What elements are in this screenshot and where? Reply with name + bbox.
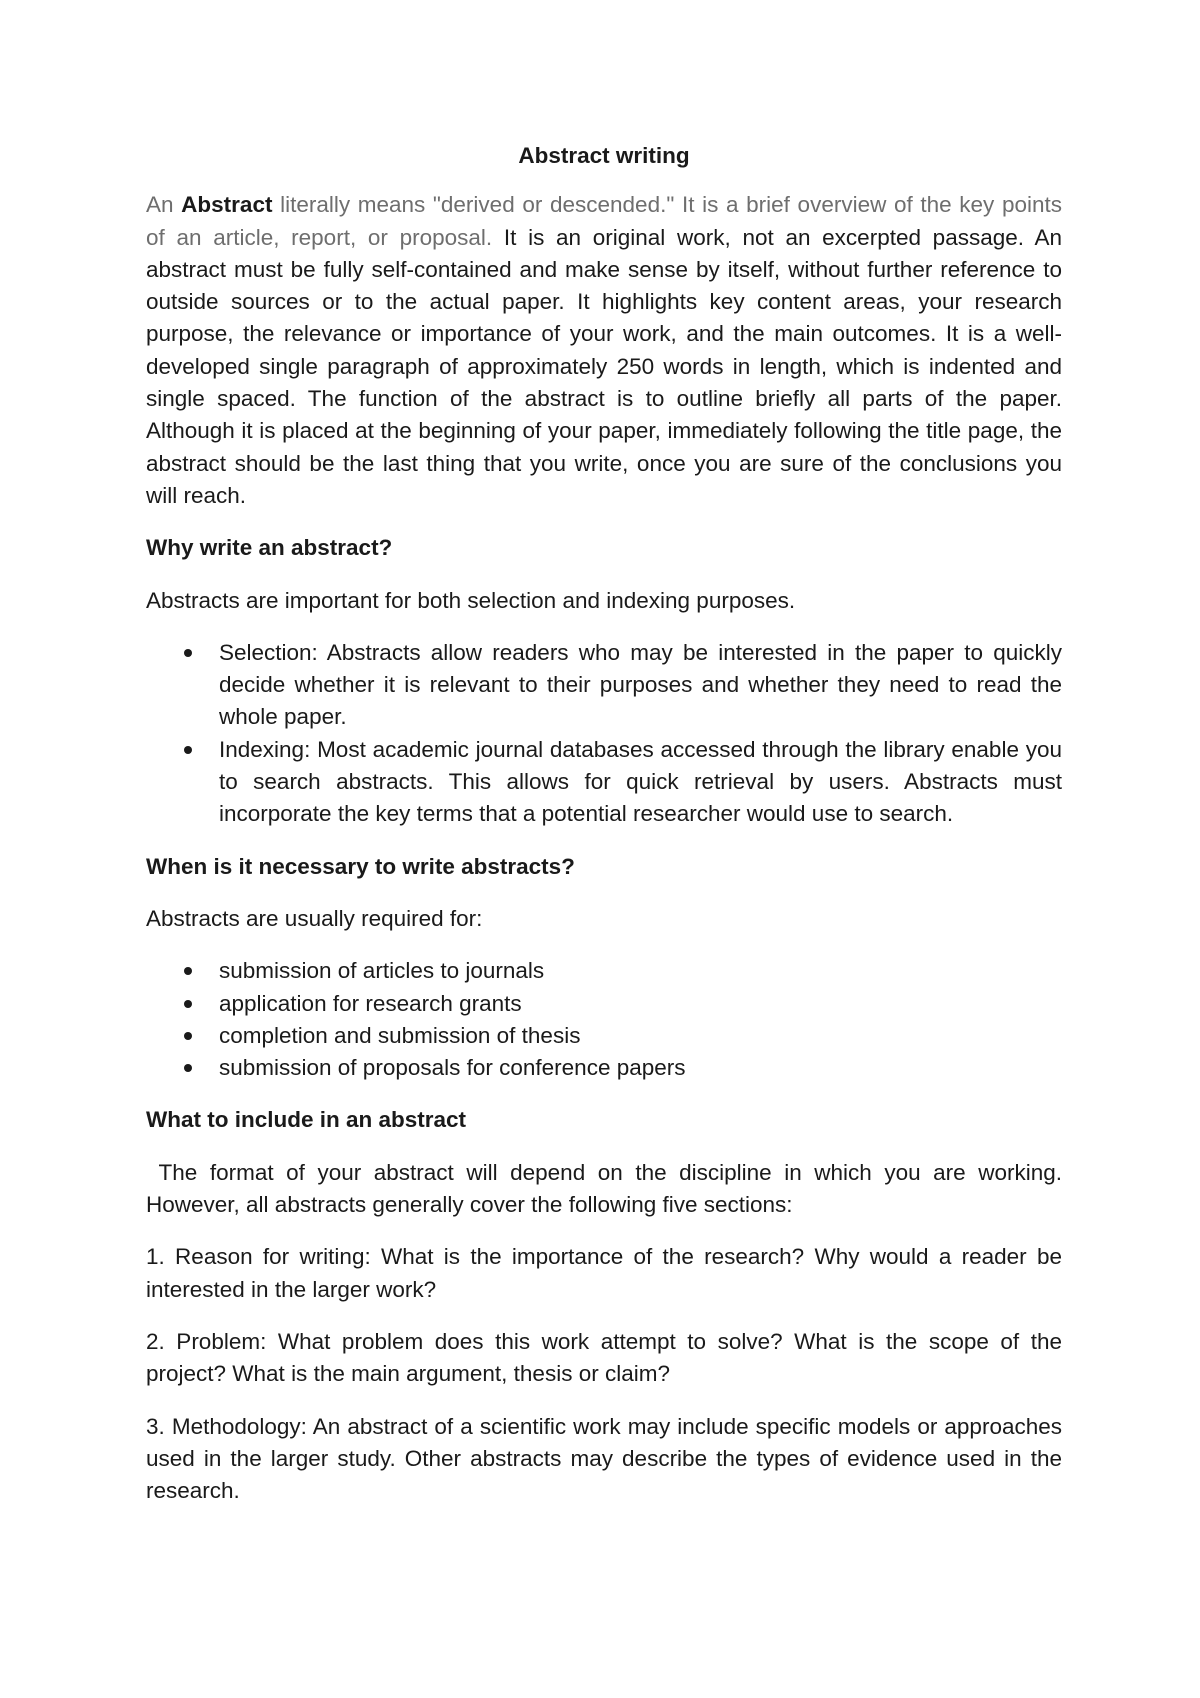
when-list	[146, 955, 1062, 1084]
when-heading: When is it necessary to write abstracts?	[146, 853, 575, 879]
why-lead: Abstracts are important for both selection and indexing purposes.	[146, 587, 796, 613]
intro-body: It is an original work, not an excerpted passage. An abstract must be fully self-contained and make sense by itself, without further reference to outside sources or to the actual paper. It highlights key content areas, your research purpose, the relevance or importance of your work, and the main outcomes. It is a well-developed single paragraph of approximately 250 words in length, which is indented and single spaced. The function of the abstract is to outline briefly all parts of the paper. Although it is placed at the beginning of your paper, immediately following the title page, the abstract should be the last thing that you write, once you are sure of the conclusions you will reach.	[146, 224, 1062, 508]
what-lead: The format of your abstract will depend on the discipline in which you are working. However, all abstracts generally cover the following five sections:	[146, 1159, 1069, 1218]
intro-grey-rest: literally means "derived or descended." It is a brief overview of the key points of an article, report, or proposal.	[146, 192, 1062, 250]
list-item: Selection: Abstracts allow readers who may be interested in the paper to quickly decide whether it is relevant to their purposes and whether they need to read the whole paper.	[146, 637, 1062, 734]
why-heading: Why write an abstract?	[146, 535, 393, 561]
list-item: application for research grants	[146, 988, 1062, 1020]
document-page	[146, 140, 1069, 1527]
list-item: Indexing: Most academic journal databases accessed through the library enable you to search abstracts. This allows for quick retrieval by users. Abstracts must incorporate the key terms that a potential researcher would use to search.	[146, 734, 1062, 831]
section-methodology: 3. Methodology: An abstract of a scientific work may include specific models or approaches used in the larger study. Other abstracts may describe the types of evidence used in the research.	[146, 1413, 1062, 1504]
section-problem: 2. Problem: What problem does this work attempt to solve? What is the scope of the project? What is the main argument, thesis or claim?	[146, 1328, 1062, 1387]
list-item: submission of proposals for conference papers	[146, 1052, 1062, 1084]
intro-bold-word: Abstract	[181, 192, 273, 218]
intro-paragraph	[146, 189, 1062, 512]
section-reason: 1. Reason for writing: What is the importance of the research? Why would a reader be interested in the larger work?	[146, 1244, 1062, 1302]
what-heading: What to include in an abstract	[146, 1107, 467, 1133]
list-item: completion and submission of thesis	[146, 1020, 1062, 1052]
when-lead: Abstracts are usually required for:	[146, 905, 483, 931]
document-title: Abstract writing	[518, 143, 690, 168]
list-item: submission of articles to journals	[146, 955, 1062, 987]
intro-grey-prefix: An	[146, 192, 182, 218]
why-list	[146, 637, 1062, 831]
